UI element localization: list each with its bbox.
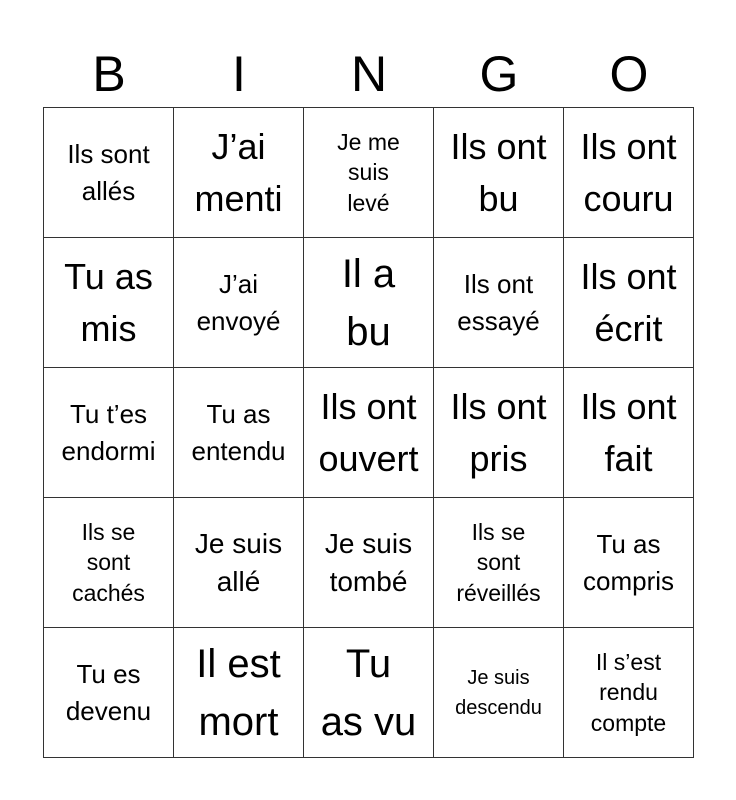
bingo-cell[interactable]: Ils ont bu <box>434 108 564 238</box>
header-letter-g: G <box>479 46 519 102</box>
bingo-cell[interactable]: Tu as vu <box>304 628 434 758</box>
bingo-cell[interactable]: Ils se sont réveillés <box>434 498 564 628</box>
bingo-cell[interactable]: Il s’est rendu compte <box>564 628 694 758</box>
bingo-cell[interactable]: Ils ont couru <box>564 108 694 238</box>
bingo-header <box>44 40 694 108</box>
header-letter-o: O <box>609 46 649 102</box>
bingo-cell[interactable]: Ils se sont cachés <box>44 498 174 628</box>
bingo-cell[interactable]: Je me suis levé <box>304 108 434 238</box>
bingo-cell[interactable]: Il a bu <box>304 238 434 368</box>
bingo-cell[interactable]: Tu as mis <box>44 238 174 368</box>
bingo-cell[interactable]: Ils ont pris <box>434 368 564 498</box>
bingo-cell[interactable]: J’ai envoyé <box>174 238 304 368</box>
bingo-cell[interactable]: Tu as entendu <box>174 368 304 498</box>
bingo-cell[interactable]: Ils ont essayé <box>434 238 564 368</box>
bingo-cell[interactable]: Tu as compris <box>564 498 694 628</box>
bingo-board <box>43 107 694 758</box>
bingo-cell[interactable]: Ils sont allés <box>44 108 174 238</box>
bingo-cell[interactable]: Ils ont écrit <box>564 238 694 368</box>
bingo-cell[interactable]: Ils ont ouvert <box>304 368 434 498</box>
bingo-cell[interactable]: Je suis allé <box>174 498 304 628</box>
bingo-cell[interactable]: Je suis descendu <box>434 628 564 758</box>
bingo-cell[interactable]: Tu t’es endormi <box>44 368 174 498</box>
bingo-cell[interactable]: Il est mort <box>174 628 304 758</box>
bingo-cell[interactable]: J’ai menti <box>174 108 304 238</box>
header-letter-n: N <box>350 46 388 102</box>
bingo-cell[interactable]: Tu es devenu <box>44 628 174 758</box>
bingo-cell[interactable]: Je suis tombé <box>304 498 434 628</box>
bingo-cell[interactable]: Ils ont fait <box>564 368 694 498</box>
header-letter-b: B <box>92 46 126 102</box>
header-letter-i: I <box>232 46 246 102</box>
